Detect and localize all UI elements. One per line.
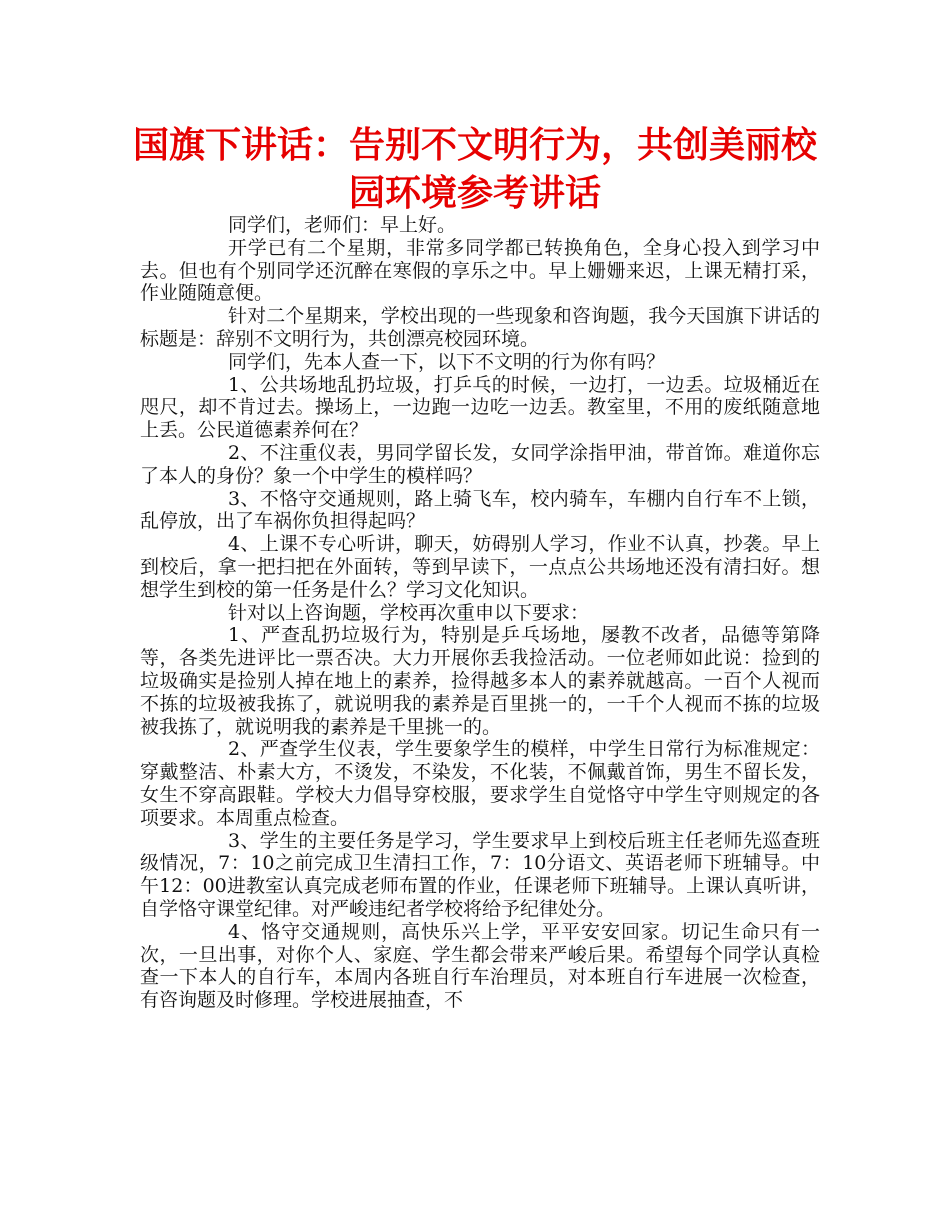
paragraph: 4、恪守交通规则，高快乐兴上学，平平安安回家。切记生命只有一次，一旦出事，对你个人、家庭、学生都会带来严峻后果。希望每个同学认真检查一下本人的自行车，本周内各班自行车治理员，对本班自行车进展一次检查，有咨询题及时修理。学校进展抽查，不 [140, 920, 820, 1012]
paragraph: 针对以上咨询题，学校再次重申以下要求： [228, 601, 590, 624]
paragraph: 针对二个星期来，学校出现的一些现象和咨询题，我今天国旗下讲话的标题是：辞别不文明行为，共创漂亮校园环境。 [140, 305, 820, 350]
paragraph: 开学已有二个星期，非常多同学都已转换角色，全身心投入到学习中去。但也有个别同学还沉醉在寒假的享乐之中。早上姗姗来迟，上课无精打采，作业随随意便。 [140, 236, 820, 305]
paragraph: 1、严查乱扔垃圾行为，特别是乒乓场地，屡教不改者，品德等第降等，各类先进评比一票否决。大力开展你丢我捡活动。一位老师如此说：捡到的垃圾确实是捡别人掉在地上的素养，捡得越多本人的素养就越高。一百个人视而不拣的垃圾被我拣了，就说明我的素养是百里挑一的，一千个人视而不拣的垃圾被我拣了，就说明我的素养是千里挑一的。 [140, 624, 820, 738]
paragraph: 4、上课不专心听讲，聊天，妨碍别人学习，作业不认真，抄袭。早上到校后，拿一把扫把在外面转，等到早读下，一点点公共场地还没有清扫好。想想学生到校的第一任务是什么？学习文化知识。 [140, 533, 820, 601]
speech-body [140, 214, 820, 1012]
paragraph: 2、不注重仪表，男同学留长发，女同学涂指甲油，带首饰。难道你忘了本人的身份？象一个中学生的模样吗？ [140, 441, 820, 487]
paragraph: 2、严查学生仪表，学生要象学生的模样，中学生日常行为标准规定：穿戴整洁、朴素大方，不烫发，不染发，不化装，不佩戴首饰，男生不留长发，女生不穿高跟鞋。学校大力倡导穿校服，要求学生自觉恪守中学生守则规定的各项要求。本周重点检查。 [140, 738, 820, 829]
paragraph: 同学们，先本人查一下，以下不文明的行为你有吗？ [228, 350, 666, 373]
paragraph: 同学们，老师们：早上好。 [228, 214, 457, 236]
paragraph: 3、不恪守交通规则，路上骑飞车，校内骑车，车棚内自行车不上锁，乱停放，出了车祸你负担得起吗？ [140, 487, 820, 533]
paragraph: 3、学生的主要任务是学习，学生要求早上到校后班主任老师先巡查班级情况，7：10之前完成卫生清扫工作，7：10分语文、英语老师下班辅导。中午12：00进教室认真完成老师布置的作业，任课老师下班辅导。上课认真听讲，自学恪守课堂纪律。对严峻违纪者学校将给予纪律处分。 [140, 829, 820, 920]
paragraph: 1、公共场地乱扔垃圾，打乒乓的时候，一边打，一边丢。垃圾桶近在咫尺，却不肯过去。操场上，一边跑一边吃一边丢。教室里，不用的废纸随意地上丢。公民道德素养何在？ [140, 373, 820, 442]
page-title: 国旗下讲话：告别不文明行为，共创美丽校园环境参考讲话 [132, 125, 817, 214]
